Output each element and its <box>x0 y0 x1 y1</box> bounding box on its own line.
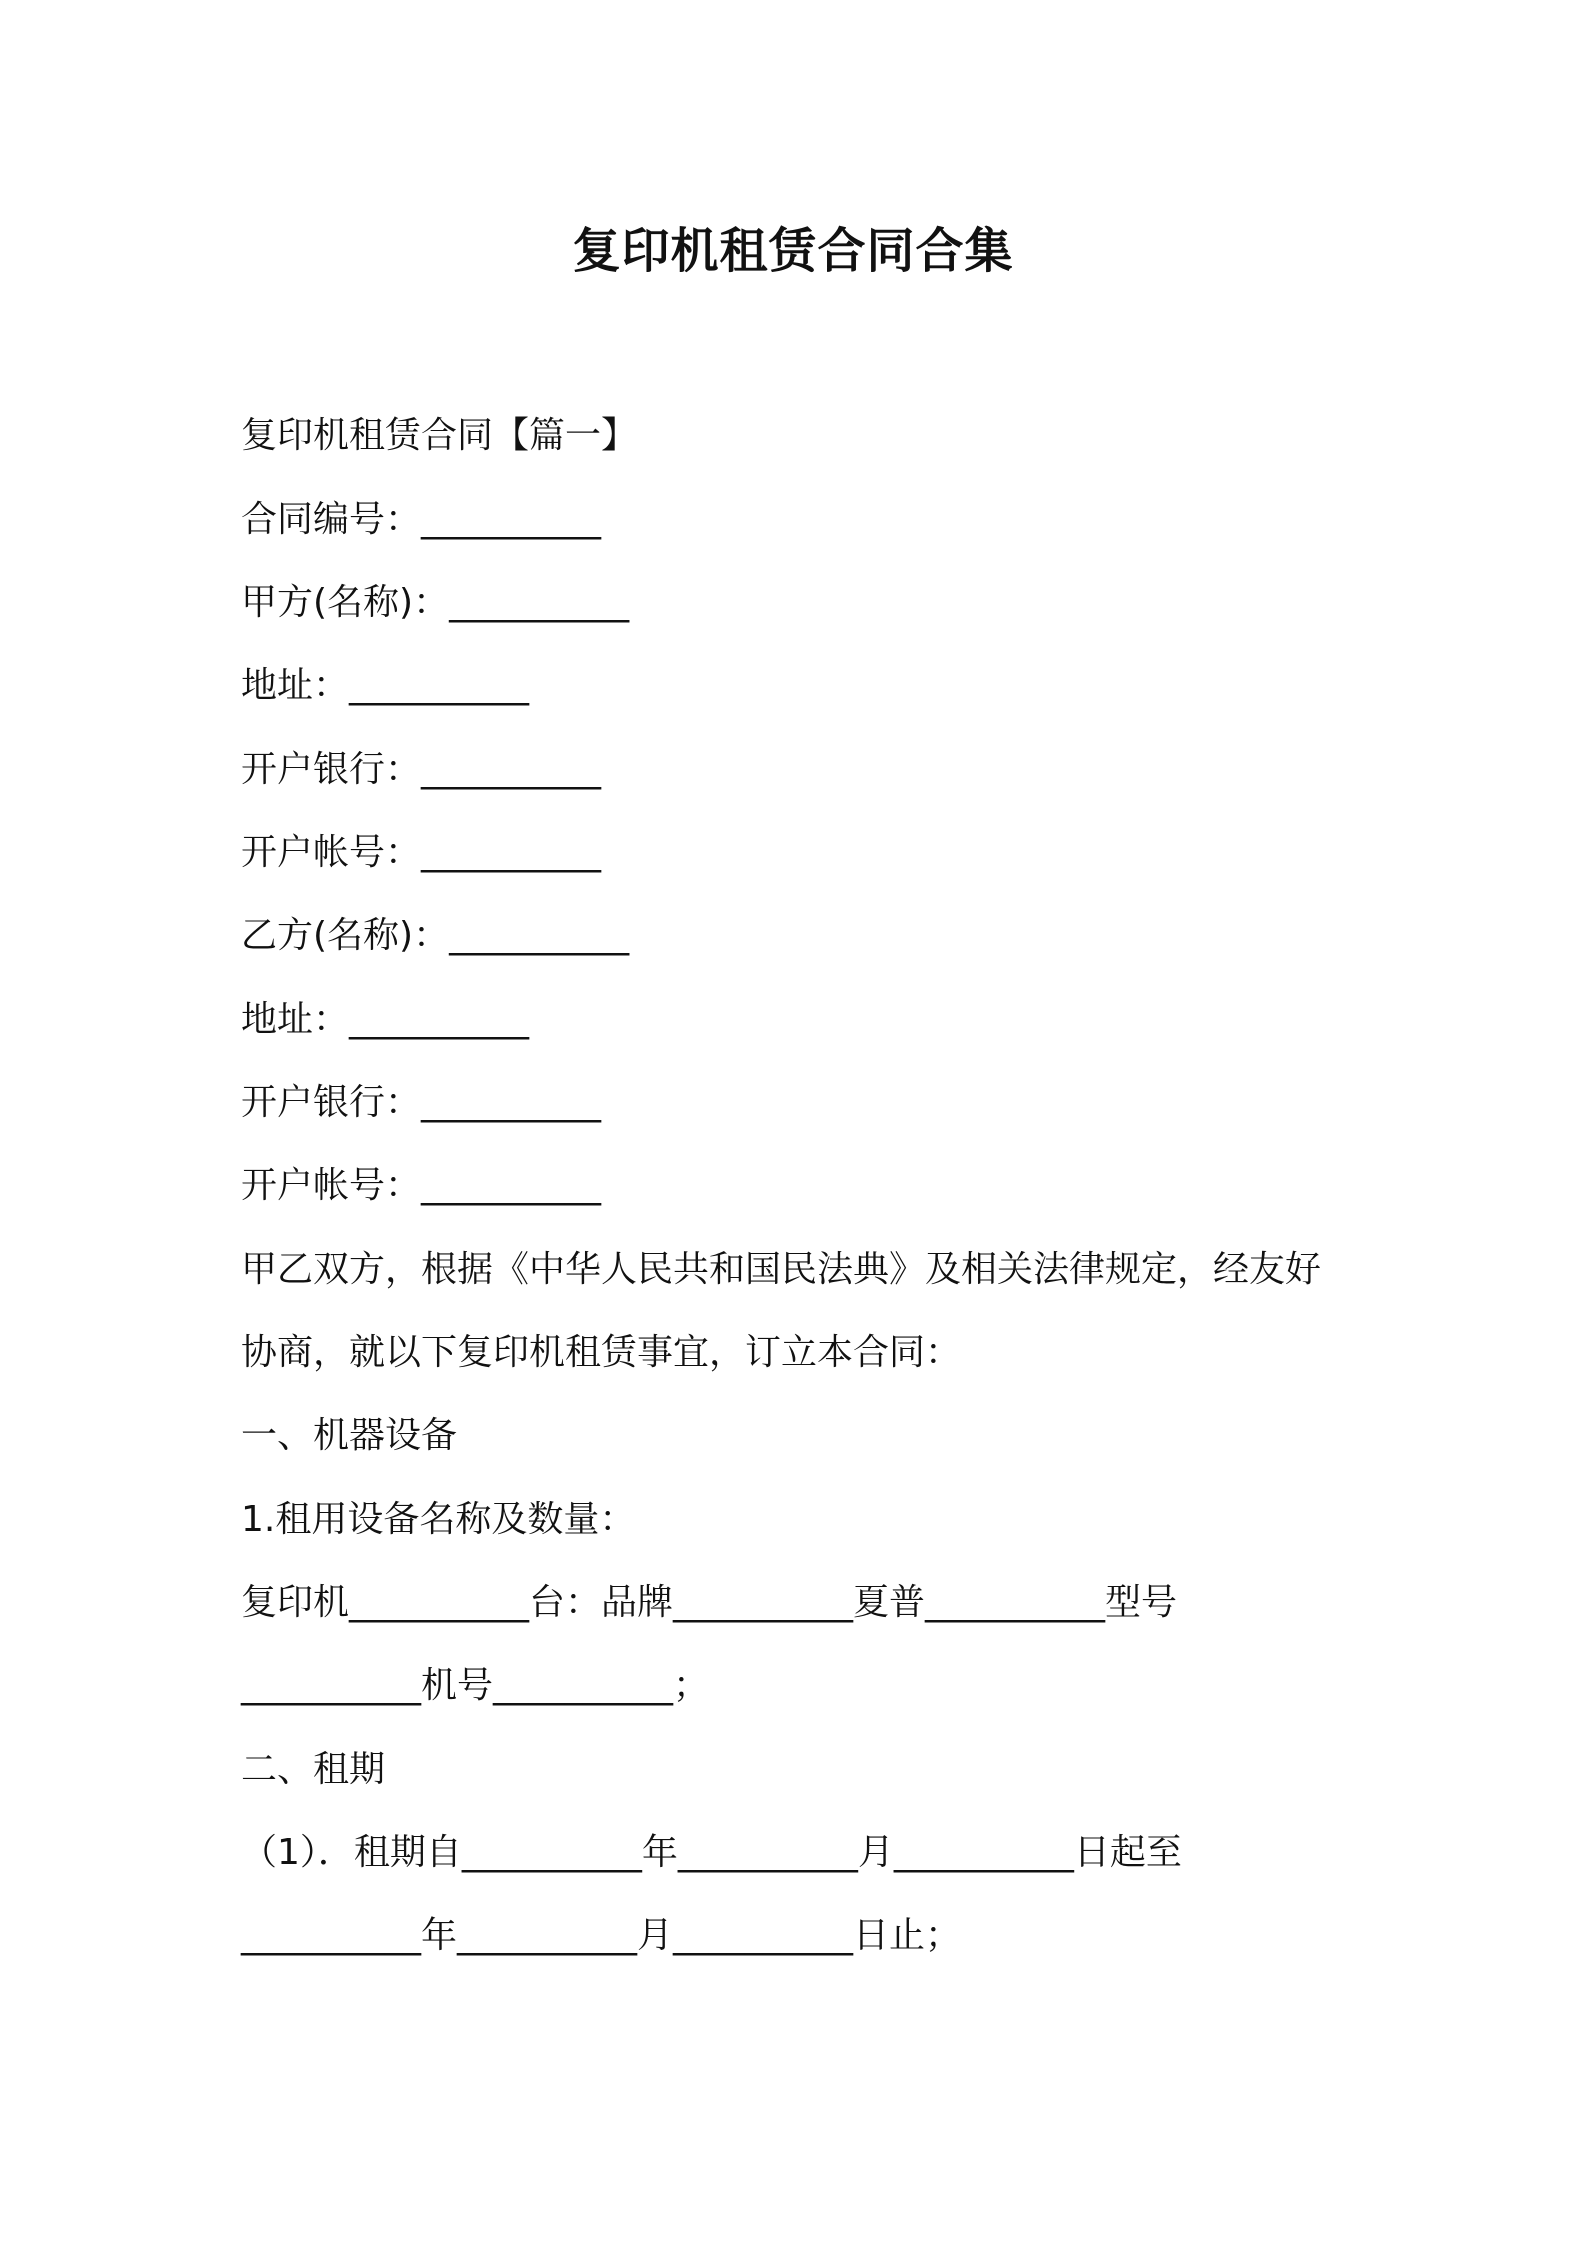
lease-term-line-1: （1）．租期自__________年__________月__________日起至 <box>241 1832 1182 1873</box>
party-b-name-line: 乙方(名称)：__________ <box>241 915 630 956</box>
section-machine-equipment: 一、机器设备 <box>241 1415 458 1456</box>
party-b-bank-line: 开户银行：__________ <box>241 1082 602 1123</box>
party-b-address-line: 地址：__________ <box>241 999 530 1040</box>
section-heading-part-one: 复印机租赁合同【篇一】 <box>241 415 638 456</box>
document-title: 复印机租赁合同合集 <box>572 223 1014 279</box>
lease-term-line-2: __________年__________月__________日止； <box>241 1915 962 1956</box>
preamble-line-1: 甲乙双方，根据《中华人民共和国民法典》及相关法律规定，经友好 <box>241 1249 1322 1290</box>
equipment-detail-line-2: __________机号__________； <box>241 1665 710 1706</box>
party-a-name-line: 甲方(名称)：__________ <box>241 582 630 623</box>
preamble-line-2: 协商，就以下复印机租赁事宜，订立本合同： <box>241 1332 962 1373</box>
contract-number-line: 合同编号：__________ <box>241 499 602 540</box>
equipment-detail-line-1: 复印机__________台：品牌__________夏普__________型号 <box>241 1582 1178 1623</box>
party-a-address-line: 地址：__________ <box>241 665 530 706</box>
section-lease-term: 二、租期 <box>241 1749 386 1790</box>
party-b-account-line: 开户帐号：__________ <box>241 1165 602 1206</box>
party-a-account-line: 开户帐号：__________ <box>241 832 602 873</box>
equipment-name-quantity-label: 1.租用设备名称及数量： <box>241 1499 636 1540</box>
party-a-bank-line: 开户银行：__________ <box>241 749 602 790</box>
